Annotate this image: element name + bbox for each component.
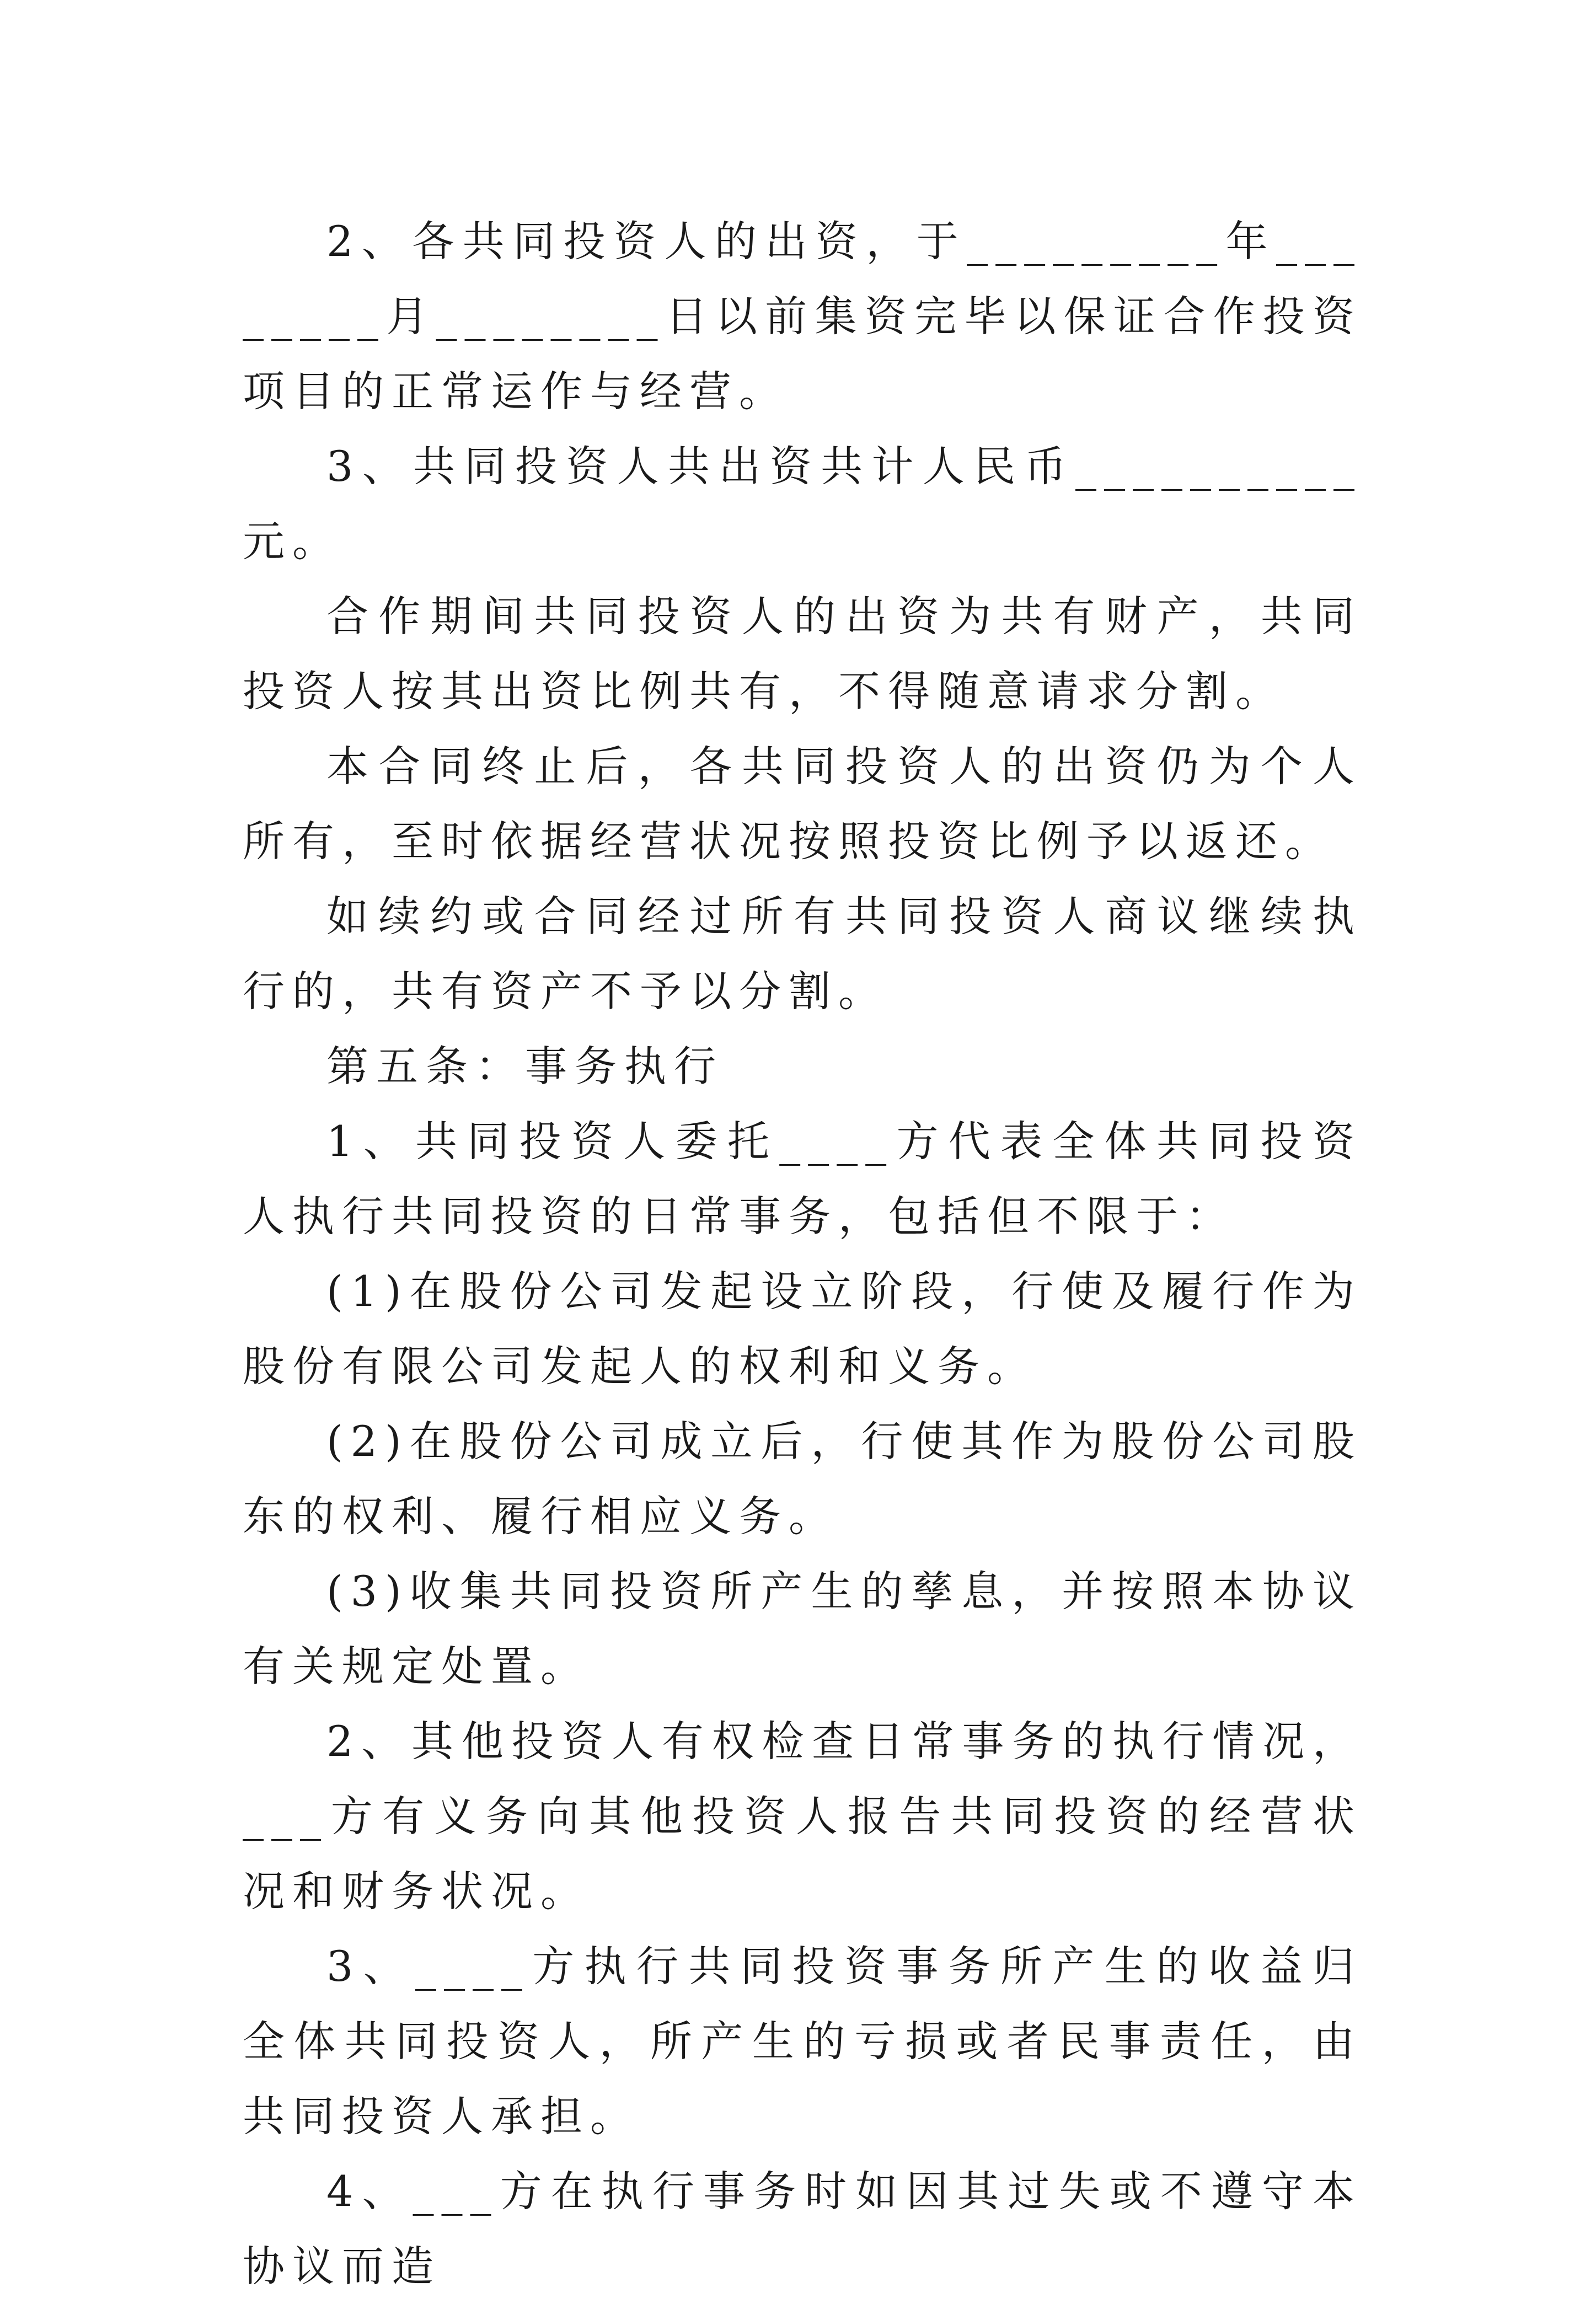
paragraph-total-investment: 3、共同投资人共出资共计人民币__________元。 bbox=[243, 442, 1362, 566]
paragraph-item-3: (3)收集共同投资所产生的孳息，并按照本协议有关规定处置。 bbox=[243, 1567, 1362, 1691]
paragraph-item-2: (2)在股份公司成立后，行使其作为股份公司股东的权利、履行相应义务。 bbox=[243, 1417, 1362, 1541]
paragraph-inspection-right: 2、其他投资人有权检查日常事务的执行情况，___方有义务向其他投资人报告共同投资的经营状况和财务状况。 bbox=[243, 1717, 1362, 1916]
paragraph-investment-deadline: 2、各共同投资人的出资，于_________年________月________日以前集资完毕以保证合作投资项目的正常运作与经营。 bbox=[243, 217, 1362, 416]
paragraph-fault-liability: 4、___方在执行事务时如因其过失或不遵守本协议而造 bbox=[243, 2167, 1362, 2291]
paragraph-shared-property: 合作期间共同投资人的出资为共有财产，共同投资人按其出资比例共有，不得随意请求分割。 bbox=[243, 592, 1362, 716]
document-body bbox=[243, 204, 1362, 2304]
paragraph-profit-loss: 3、____方执行共同投资事务所产生的收益归全体共同投资人，所产生的亏损或者民事责任，由共同投资人承担。 bbox=[243, 1942, 1362, 2141]
paragraph-delegation: 1、共同投资人委托____方代表全体共同投资人执行共同投资的日常事务，包括但不限于： bbox=[243, 1117, 1362, 1241]
paragraph-item-1: (1)在股份公司发起设立阶段，行使及履行作为股份有限公司发起人的权利和义务。 bbox=[243, 1267, 1362, 1391]
section-heading-article-5: 第五条：事务执行 bbox=[326, 1042, 724, 1091]
paragraph-termination-return: 本合同终止后，各共同投资人的出资仍为个人所有，至时依据经营状况按照投资比例予以返还。 bbox=[243, 742, 1362, 866]
paragraph-renewal: 如续约或合同经过所有共同投资人商议继续执行的，共有资产不予以分割。 bbox=[243, 892, 1362, 1016]
